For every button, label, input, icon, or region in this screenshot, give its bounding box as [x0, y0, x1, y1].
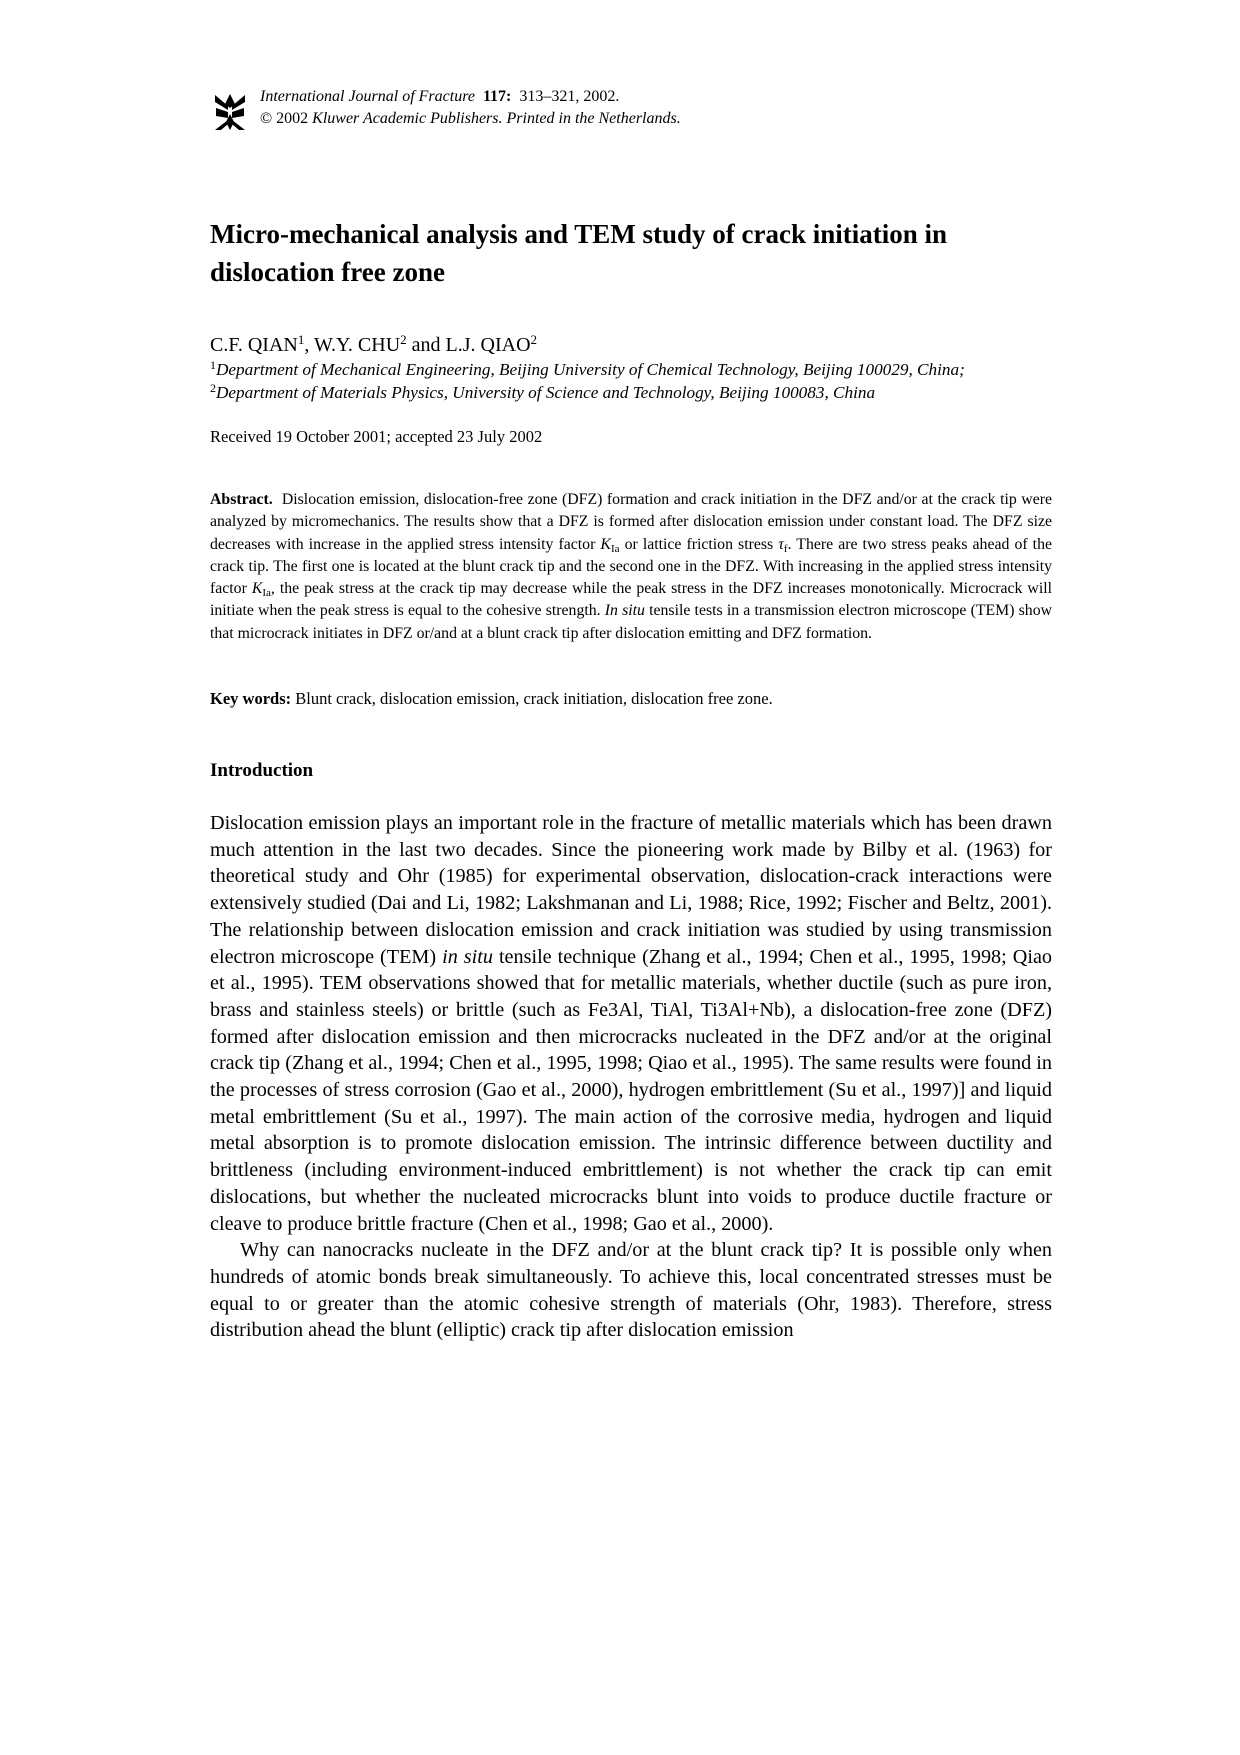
title-line-1: Micro-mechanical analysis and TEM study of crack initiation in: [210, 219, 948, 249]
author-separator: ,: [304, 334, 314, 356]
author-3-affil-mark: 2: [530, 332, 538, 347]
math-symbol: K: [251, 580, 263, 598]
paragraph-text: Dislocation emission plays an important role in the fracture of metallic materials which has been drawn much attention in the last two decades. Since the pioneering work made by Bilby et al. (1963) for theoretical study and Ohr (1985) for experimental observation, dislocation-crack interactions were extensively studied (Dai and Li, 1982; Lakshmanan and Li, 1988; Rice, 1992; Fischer and Beltz, 2001). The relationship between dislocation emission and crack initiation was studied by using transmission electron microscope (TEM): [210, 812, 1052, 968]
received-dates: Received 19 October 2001; accepted 23 July 2002: [210, 427, 543, 446]
abstract-text: tensile tests in a transmission electron microscope (TEM) show that microcrack initiates in DFZ or/and at a blunt crack tip after dislocation emitting and DFZ formation.: [210, 602, 1052, 642]
affiliations: [210, 358, 965, 404]
affiliation-text: Department of Mechanical Engineering, Beijing University of Chemical Technology, Beijing 100029, China;: [216, 360, 965, 379]
affiliation-2: [210, 381, 965, 404]
affiliation-text: Department of Materials Physics, University of Science and Technology, Beijing 100083, China: [216, 383, 876, 402]
author-1: C.F. QIAN: [210, 334, 298, 356]
affiliation-1: [210, 358, 965, 381]
author-separator: and: [406, 334, 446, 356]
abstract-text: Dislocation emission, dislocation-free zone (DFZ) formation and crack initiation in the DFZ and/or at the crack tip were analyzed by micromechanics. The results show that a DFZ is formed after dislocation emission under constant load. The DFZ size decreases with increase in the applied stress intensity factor: [210, 491, 1052, 553]
journal-name: International Journal of Fracture: [260, 88, 475, 105]
copyright-line: [260, 108, 681, 130]
keywords-label: Key words:: [210, 689, 292, 708]
math-symbol: τ: [778, 535, 784, 553]
author-list: [210, 332, 537, 358]
abstract-text: . There are two stress peaks ahead of the crack tip. The first one is located at the blunt crack tip and the second one in the DFZ. With increasing in the applied stress intensity factor: [210, 535, 1052, 598]
paragraph-text: Why can nanocracks nucleate in the DFZ and/or at the blunt crack tip? It is possible only when hundreds of atomic bonds break simultaneously. To achieve this, local concentrated stresses must be equal to or greater than the atomic cohesive strength of materials (Ohr, 1983). Therefore, stress distribution ahead the blunt (elliptic) crack tip after dislocation emission: [210, 1239, 1052, 1342]
author-2-affil-mark: 2: [400, 332, 407, 347]
author-2: W.Y. CHU: [314, 334, 401, 356]
abstract-label: Abstract.: [210, 491, 273, 508]
math-subscript: Ia: [610, 542, 620, 555]
journal-pages-year: 313–321, 2002.: [519, 88, 620, 105]
publisher-logo-icon: [213, 92, 247, 132]
journal-info: [260, 86, 681, 130]
emphasis: in situ: [442, 945, 493, 968]
publisher-note: Kluwer Academic Publishers. Printed in the Netherlands.: [312, 110, 681, 127]
paragraph: [210, 810, 1052, 1237]
math-symbol: K: [600, 535, 611, 553]
journal-header: [210, 86, 1052, 136]
paper-title: [210, 215, 1052, 291]
math-subscript: Ia: [262, 587, 271, 600]
affiliation-mark: 1: [210, 358, 216, 372]
author-1-affil-mark: 1: [297, 332, 305, 347]
abstract-text: , the peak stress at the crack tip may decrease while the peak stress in the DFZ increases monotonically. Microcrack will initiate when the peak stress is equal to the cohesive strength.: [210, 580, 1052, 620]
abstract-text: or lattice friction stress: [619, 535, 779, 553]
keywords: [210, 688, 773, 710]
paragraph-text: tensile technique (Zhang et al., 1994; Chen et al., 1995, 1998; Qiao et al., 1995). TEM observations showed that for metallic materials, whether ductile (such as pure iron, brass and stainless steels) or brittle (such as Fe3Al, TiAl, Ti3Al+Nb), a dislocation-free zone (DFZ) formed after dislocation emission and then microcracks nucleated in the DFZ and/or at the original crack tip (Zhang et al., 1994; Chen et al., 1995, 1998; Qiao et al., 1995). The same results were found in the processes of stress corrosion (Gao et al., 2000), hydrogen embrittlement (Su et al., 1997)] and liquid metal embrittlement (Su et al., 1997). The main action of the corrosive media, hydrogen and liquid metal absorption is to promote dislocation emission. The intrinsic difference between ductility and brittleness (including environment-induced embrittlement) is not whether the crack tip can emit dislocations, but whether the nucleated microcracks blunt into voids to produce ductile fracture or cleave to produce brittle fracture (Chen et al., 1998; Gao et al., 2000).: [210, 945, 1052, 1235]
title-line-2: dislocation free zone: [210, 257, 445, 287]
introduction-body: [210, 810, 1052, 1344]
affiliation-mark: 2: [210, 381, 216, 395]
emphasis: In situ: [604, 602, 645, 620]
section-heading: Introduction: [210, 760, 314, 781]
keywords-text: Blunt crack, dislocation emission, crack initiation, dislocation free zone.: [295, 689, 773, 708]
copyright-year: © 2002: [260, 110, 309, 127]
journal-citation-line: [260, 86, 681, 108]
abstract: [210, 489, 1052, 645]
author-3: L.J. QIAO: [445, 334, 531, 356]
journal-volume: 117:: [482, 88, 512, 105]
paragraph: [210, 1237, 1052, 1344]
math-subscript: f: [783, 542, 788, 555]
